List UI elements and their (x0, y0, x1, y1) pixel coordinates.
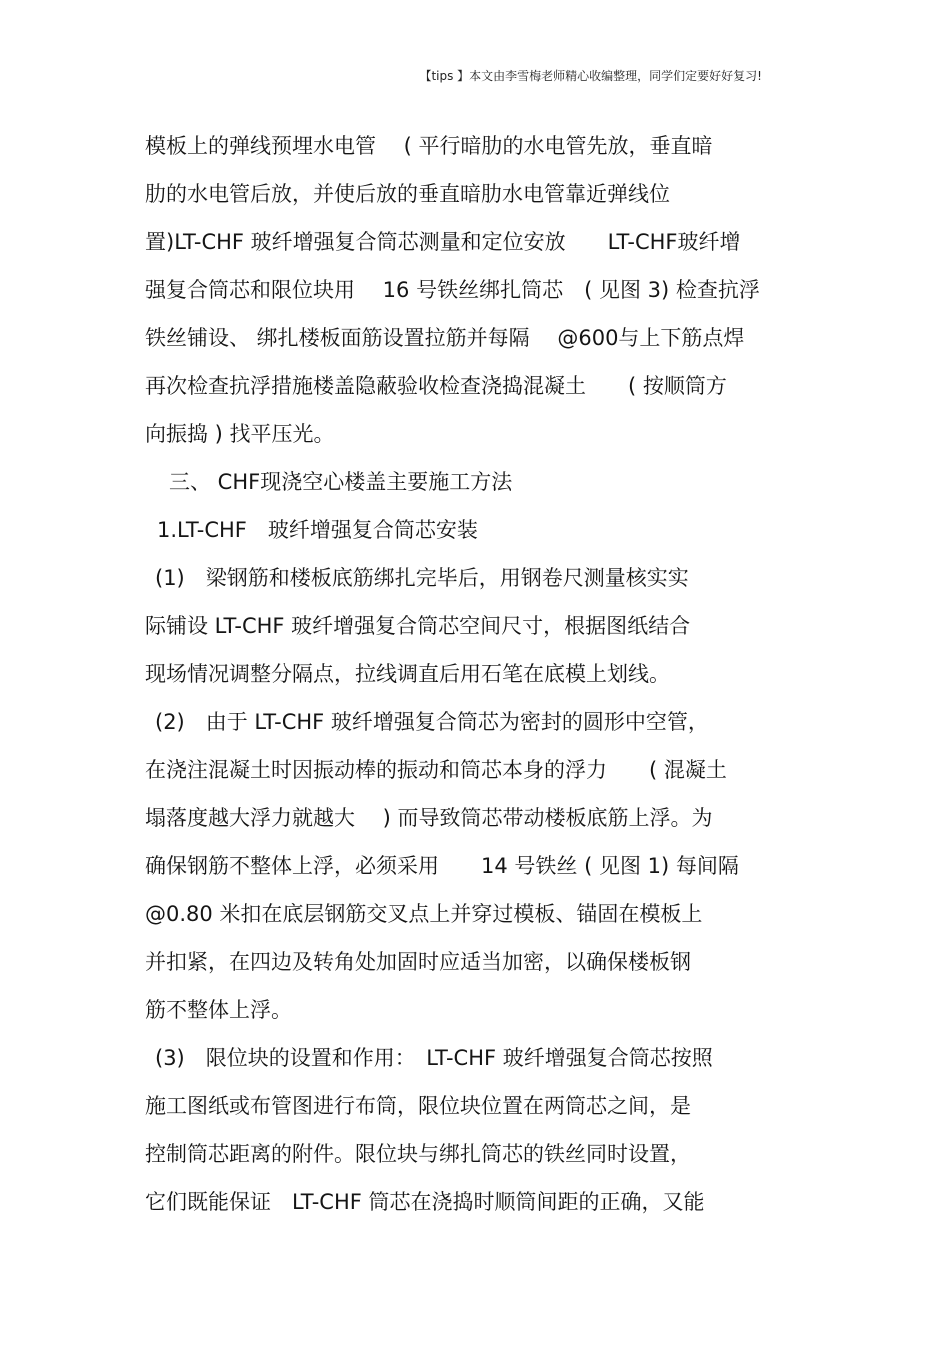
header-tips-note: 【tips 】本文由李雪梅老师精心收编整理，同学们定要好好复习! (419, 69, 762, 83)
paragraph-line: 在浇注混凝土时因振动棒的振动和筒芯本身的浮力 ( 混凝土 (145, 758, 727, 782)
paragraph-line: 铁丝铺设、 绑扎楼板面筋设置拉筋并每隔 @600与上下筋点焊 (145, 326, 745, 350)
paragraph-line: 模板上的弹线预埋水电管 ( 平行暗肋的水电管先放，垂直暗 (145, 134, 713, 158)
paragraph-line: 强复合筒芯和限位块用 16 号铁丝绑扎筒芯 ( 见图 3) 检查抗浮 (145, 278, 760, 302)
paragraph-line: 筋不整体上浮。 (145, 998, 292, 1022)
document-body (145, 126, 825, 1230)
paragraph-line: 控制筒芯距离的附件。限位块与绑扎筒芯的铁丝同时设置， (145, 1142, 691, 1166)
paragraph-line: @0.80 米扣在底层钢筋交叉点上并穿过模板、锚固在模板上 (145, 902, 703, 926)
paragraph-line: 向振捣 ) 找平压光。 (145, 422, 335, 446)
paragraph-line: 确保钢筋不整体上浮，必须采用 14 号铁丝 ( 见图 1) 每间隔 (145, 854, 739, 878)
subsection-heading: 1.LT-CHF 玻纤增强复合筒芯安装 (157, 518, 478, 542)
paragraph-line: 它们既能保证 LT-CHF 筒芯在浇捣时顺筒间距的正确，又能 (145, 1190, 705, 1214)
paragraph-line: 现场情况调整分隔点，拉线调直后用石笔在底模上划线。 (145, 662, 670, 686)
paragraph-line: (1) 梁钢筋和楼板底筋绑扎完毕后，用钢卷尺测量核实实 (155, 566, 689, 590)
section-heading: 三、 CHF现浇空心楼盖主要施工方法 (169, 470, 513, 494)
paragraph-line: 肋的水电管后放，并使后放的垂直暗肋水电管靠近弹线位 (145, 182, 670, 206)
paragraph-line: 再次检查抗浮措施楼盖隐蔽验收检查浇捣混凝土 ( 按顺筒方 (145, 374, 727, 398)
paragraph-line: (3) 限位块的设置和作用： LT-CHF 玻纤增强复合筒芯按照 (155, 1046, 713, 1070)
paragraph-line: 置)LT-CHF 玻纤增强复合筒芯测量和定位安放 LT-CHF玻纤增 (145, 230, 741, 254)
paragraph-line: 并扣紧，在四边及转角处加固时应适当加密，以确保楼板钢 (145, 950, 691, 974)
paragraph-line: 施工图纸或布管图进行布筒，限位块位置在两筒芯之间，是 (145, 1094, 691, 1118)
paragraph-line: 塌落度越大浮力就越大 ) 而导致筒芯带动楼板底筋上浮。为 (145, 806, 713, 830)
paragraph-line: (2) 由于 LT-CHF 玻纤增强复合筒芯为密封的圆形中空管， (155, 710, 709, 734)
paragraph-line: 际铺设 LT-CHF 玻纤增强复合筒芯空间尺寸，根据图纸结合 (145, 614, 691, 638)
